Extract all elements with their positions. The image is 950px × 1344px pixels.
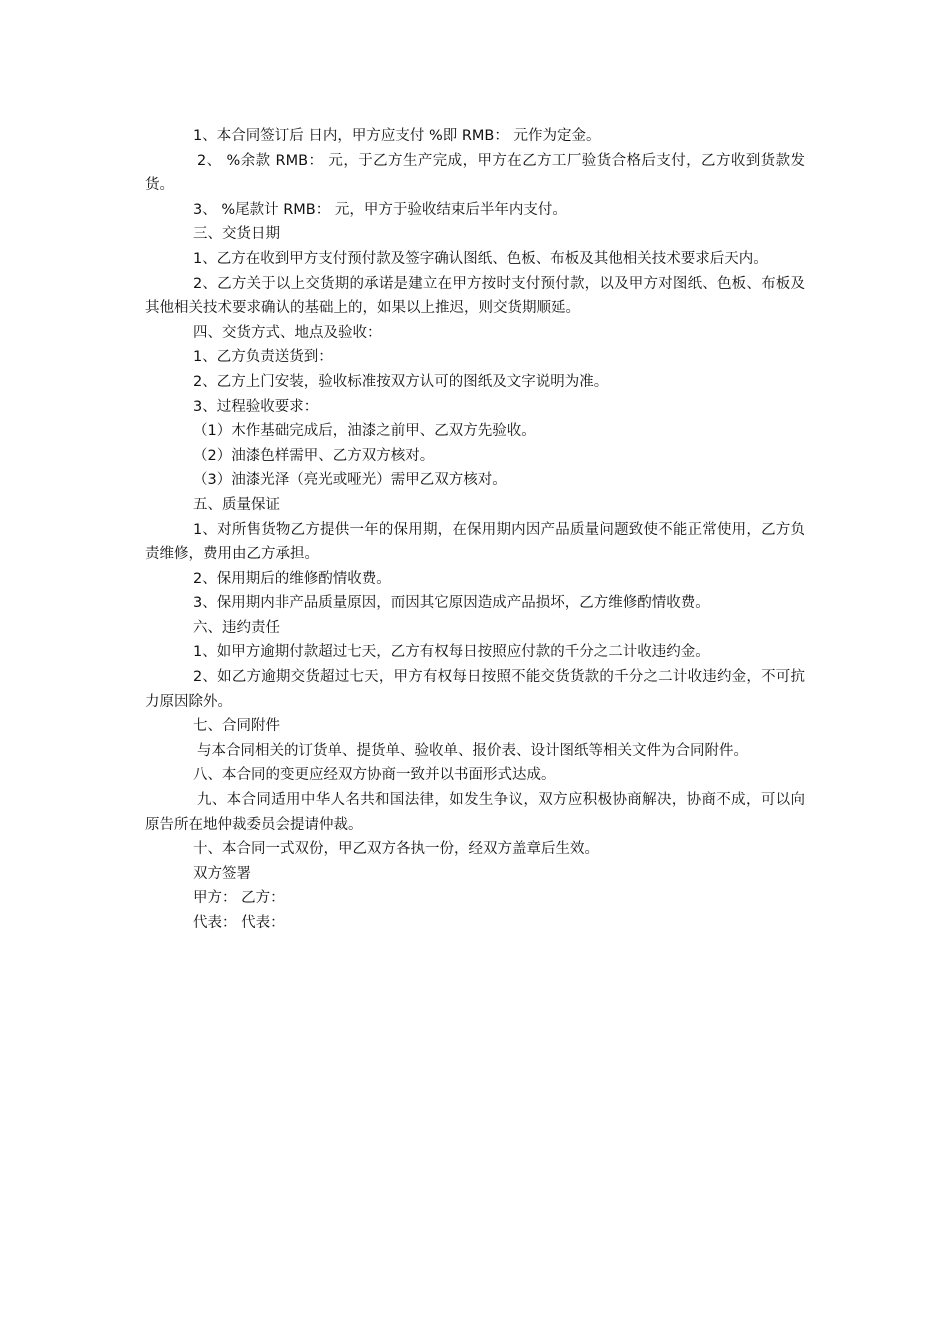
delivery-method-clause-1: 1、乙方负责送货到：	[193, 349, 333, 366]
inspection-item-2: （2）油漆色样需甲、乙方双方核对。	[193, 447, 435, 464]
inspection-item-1: （1）木作基础完成后，油漆之前甲、乙双方先验收。	[193, 423, 536, 440]
signature-heading: 双方签署	[193, 865, 251, 882]
section-heading-quality: 五、质量保证	[193, 496, 280, 513]
delivery-method-clause-2: 2、乙方上门安装，验收标准按双方认可的图纸及文字说明为准。	[193, 373, 609, 390]
section-heading-delivery-method: 四、交货方式、地点及验收：	[193, 324, 382, 341]
section-heading-attachments: 七、合同附件	[193, 718, 280, 735]
payment-clause-balance: 2、 %余款 RMB： 元，于乙方生产完成，甲方在乙方工厂验货合格后支付，乙方收到货款发货。	[145, 152, 805, 194]
quality-clause-3: 3、保用期内非产品质量原因，而因其它原因造成产品损坏，乙方维修酌情收费。	[193, 595, 710, 612]
quality-clause-2: 2、保用期后的维修酌情收费。	[193, 570, 391, 587]
clause-nine-law: 九、本合同适用中华人名共和国法律，如发生争议，双方应积极协商解决，协商不成，可以向原告所在地仲裁委员会提请仲裁。	[145, 792, 805, 833]
signature-parties: 甲方： 乙方：	[193, 890, 285, 907]
section-heading-delivery-date: 三、交货日期	[193, 226, 280, 243]
clause-ten-copies: 十、本合同一式双份，甲乙双方各执一份，经双方盖章后生效。	[193, 841, 599, 858]
delivery-date-clause-1: 1、乙方在收到甲方支付预付款及签字确认图纸、色板、布板及其他相关技术要求后天内。	[193, 250, 768, 267]
attachments-clause: 与本合同相关的订货单、提货单、验收单、报价表、设计图纸等相关文件为合同附件。	[197, 742, 748, 759]
delivery-date-clause-2: 2、乙方关于以上交货期的承诺是建立在甲方按时支付预付款，以及甲方对图纸、色板、布板及其他相关技术要求确认的基础上的，如果以上推迟，则交货期顺延。	[145, 275, 805, 317]
inspection-item-3: （3）油漆光泽（亮光或哑光）需甲乙双方核对。	[193, 472, 507, 489]
liability-clause-1: 1、如甲方逾期付款超过七天，乙方有权每日按照应付款的千分之二计收违约金。	[193, 644, 710, 661]
delivery-method-clause-3: 3、过程验收要求：	[193, 398, 319, 415]
payment-clause-deposit: 1、本合同签订后 日内，甲方应支付 %即 RMB： 元作为定金。	[193, 128, 601, 144]
payment-clause-final: 3、 %尾款计 RMB： 元，甲方于验收结束后半年内支付。	[193, 201, 567, 218]
contract-body	[145, 124, 805, 936]
section-heading-liability: 六、违约责任	[193, 619, 280, 636]
quality-clause-1: 1、对所售货物乙方提供一年的保用期，在保用期内因产品质量问题致使不能正常使用，乙方负责维修，费用由乙方承担。	[145, 521, 805, 563]
clause-eight-amendment: 八、本合同的变更应经双方协商一致并以书面形式达成。	[193, 767, 556, 784]
signature-representatives: 代表： 代表：	[193, 915, 285, 931]
liability-clause-2: 2、如乙方逾期交货超过七天，甲方有权每日按照不能交货货款的千分之二计收违约金，不可抗力原因除外。	[145, 669, 805, 710]
